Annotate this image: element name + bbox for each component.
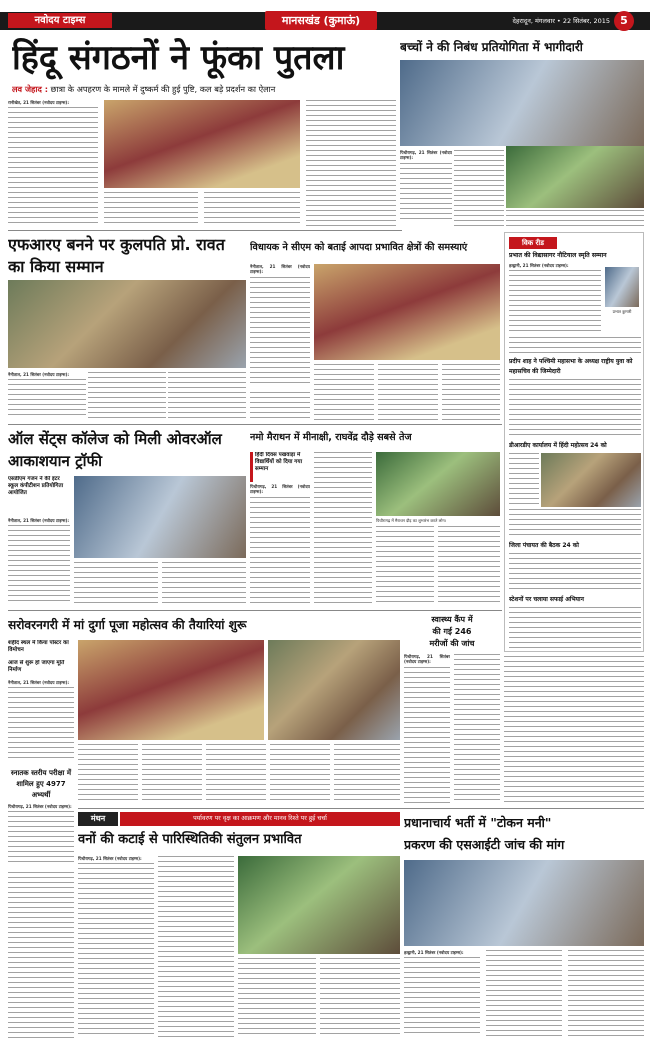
- story-body-col2: [158, 856, 234, 1038]
- tree-cutting-photo: [238, 856, 400, 954]
- story-fra-professor: [8, 234, 246, 420]
- box-body4: [509, 453, 539, 507]
- author-photo: [605, 267, 639, 307]
- manthan-kicker: पर्यावरण पर वृक्ष का आक्रमण और मानव रिश्ते पर हुई चर्चा: [120, 812, 400, 826]
- story-body-col2: [314, 452, 372, 606]
- idol-photo: [268, 640, 400, 740]
- story-headline-b: प्रकरण की एसआईटी जांच की मांग: [404, 837, 565, 852]
- story-body-col1: हल्द्वानी, 21 सितंबर (नवोदय टाइम्स):: [404, 950, 480, 1038]
- story-body-col3: [162, 562, 246, 606]
- story-body-col3: [568, 950, 644, 1038]
- story-kicker1: शहीद स्थल में किया पोस्टर का विमोचन: [8, 640, 69, 653]
- story-body-col3: [238, 958, 316, 1038]
- box-subhead1: प्रदीप शाह ने पश्चिमी महासभा के अध्यक्ष राष्ट्रीय युवा को महासचिव की जिम्मेदारी: [509, 358, 633, 375]
- section-label: मानसखंड (कुमाऊं): [265, 11, 377, 30]
- story-headline: स्नातक स्तरीय परीक्षा में शामिल हुए 4977 अभ्यर्थी: [10, 769, 72, 799]
- story-body-col4: [378, 364, 438, 420]
- story-headline-a: प्रधानाचार्य भर्ती में "टोकन मनी": [404, 815, 552, 830]
- box-subhead4: स्टेशनों पर चलाया सफाई अभियान: [509, 596, 584, 603]
- banner-photo: [506, 146, 644, 208]
- box-body3: [509, 379, 641, 439]
- cm-meeting-photo: [314, 264, 500, 360]
- story-body-col6: [334, 744, 400, 804]
- story-headline: सरोवरनगरी में मां दुर्गा पूजा महोत्सव की तैयारियां शुरू: [8, 618, 247, 632]
- story-body-col2: [88, 372, 166, 420]
- story-headline: ऑल सेंट्स कॉलेज को मिली ओवरऑल आकाशयान ट्रॉफी: [8, 430, 222, 470]
- story-token-money: [404, 812, 644, 1038]
- subhead-tag: लव जेहाद :: [12, 84, 48, 94]
- box-body2: [509, 337, 641, 355]
- poster-release-photo: [78, 640, 264, 740]
- story-body-col1: पिथौरागढ़, 21 सितंबर (नवोदय टाइम्स):: [250, 484, 310, 606]
- box-body2: [454, 654, 500, 804]
- story-body-col2: [74, 562, 158, 606]
- story-mla-cm: [250, 234, 500, 420]
- box-photo: [541, 453, 641, 507]
- story-body-col4: [206, 744, 266, 804]
- story-essay-competition: [400, 36, 644, 226]
- story-graduate-exam: [8, 768, 74, 868]
- box-headline-c: मरीजों की जांच: [429, 639, 475, 648]
- box-subhead3: जिला पंचायत की बैठक 24 को: [509, 542, 579, 549]
- box-body: पिथौरागढ़, 21 सितंबर (नवोदय टाइम्स):: [404, 654, 450, 804]
- story-kicker: हिंदी दिवस पखवाड़ा में विद्यार्थियों को दिया गया सम्मान: [250, 452, 310, 482]
- box-headline-b: की गई 246: [432, 627, 472, 636]
- story-body-col5: [270, 744, 330, 804]
- story-body-col3: [168, 372, 246, 420]
- story-body-col4: [438, 526, 500, 606]
- story-body-col2: [250, 392, 310, 420]
- date-line: देहरादून, मंगलवार • 22 सितंबर, 2015: [512, 17, 610, 25]
- story-body: पिथौरागढ़, 21 सितंबर (नवोदय टाइम्स):: [8, 804, 74, 868]
- story-manthan-forest: [78, 812, 400, 1038]
- trophy-photo: [74, 476, 246, 558]
- story-kicker: एसडीएम गंजन ने की इंटर स्कूल कंपीटीशन प्रतियोगिता आयोजित: [8, 476, 64, 496]
- box-body7: [509, 607, 641, 649]
- story-body-col3: [142, 744, 202, 804]
- story-body-col1: नैनीताल, 21 सितंबर (नवोदय टाइम्स):: [250, 264, 310, 390]
- paper-logo: नवोदय टाइम्स: [8, 13, 112, 28]
- story-namo-marathon: [250, 428, 500, 606]
- story-body-col2: [454, 150, 504, 226]
- story-body-col2: [78, 744, 138, 804]
- story-body-col1: रानीखेत, 21 सितंबर (नवोदय टाइम्स):: [8, 100, 98, 226]
- box-tag: विक रीड: [509, 237, 557, 249]
- story-body-col1: नैनीताल, 21 सितंबर (नवोदय टाइम्स):: [8, 680, 74, 764]
- box-headline-a: स्वास्थ्य कैंप में: [431, 615, 473, 624]
- story-body-col3: [506, 210, 644, 226]
- story-headline: एफआरए बनने पर कुलपति प्रो. रावत का किया सम्मान: [8, 235, 225, 276]
- story-body-col2: [104, 192, 198, 226]
- story-kicker2: आज से शुरू हो जाएगा मूर्ति निर्माण: [8, 660, 65, 673]
- story-headline: विधायक ने सीएम को बताई आपदा प्रभावित क्षेत्रों की समस्याएं: [250, 242, 468, 253]
- story-body-col5: [442, 364, 500, 420]
- story-hindu-sangathan: [8, 36, 396, 226]
- story-body-col4: [320, 958, 400, 1038]
- story-body-col1: पिथौरागढ़, 21 सितंबर (नवोदय टाइम्स):: [78, 856, 154, 1038]
- box-body5: [509, 509, 641, 539]
- story-headline: नमो मैराथन में मीनाक्षी, राघवेंद्र दौड़े सबसे तेज: [250, 432, 412, 443]
- story-body-col3: [314, 364, 374, 420]
- felicitation-photo: [8, 280, 246, 368]
- story-body-col3: [376, 526, 434, 606]
- story-body-col1: पिथौरागढ़, 21 सितंबर (नवोदय टाइम्स):: [400, 150, 452, 226]
- story-body-col1: नैनीताल, 21 सितंबर (नवोदय टाइम्स):: [8, 372, 86, 420]
- manthan-tag: मंथन: [78, 812, 118, 826]
- marathon-photo: [376, 452, 500, 516]
- story-all-saints-trophy: [8, 428, 246, 606]
- story-body-col4: [306, 100, 396, 226]
- box-body1: हल्द्वानी, 21 सितंबर (नवोदय टाइम्स):: [509, 263, 601, 335]
- story-body-col2: [486, 950, 562, 1038]
- masthead: [0, 0, 650, 34]
- story-headline: वनों की कटाई से पारिस्थितिकी संतुलन प्रभावित: [78, 832, 302, 847]
- story-headline: बच्चों ने की निबंध प्रतियोगिता में भागीदारी: [400, 40, 583, 54]
- effigy-photo: [104, 100, 300, 188]
- photo-caption: पिथौरागढ़ में मैराथन दौड़ का शुभारंभ करते लोग।: [376, 518, 447, 523]
- side-column-bottom: [8, 872, 74, 1038]
- week-read-box: [504, 232, 644, 652]
- box-headline: प्रभात की विद्यासागर नौटियाल स्मृति सम्मान: [509, 252, 607, 259]
- story-subhead: [12, 82, 396, 96]
- page-number: 5: [614, 11, 634, 31]
- box-body6: [509, 553, 641, 593]
- story-body-col1: नैनीताल, 21 सितंबर (नवोदय टाइम्स):: [8, 518, 70, 606]
- students-photo: [400, 60, 644, 146]
- box-subhead2: डीआरडीए कार्यालय में हिंदी महोत्सव 24 को: [509, 442, 607, 449]
- sit-photo: [404, 860, 644, 946]
- health-camp-box: [404, 614, 500, 804]
- subhead-text: छात्रा के अपहरण के मामले में दुष्कर्म की हुई पुष्टि, कल बड़े प्रदर्शन का ऐलान: [50, 84, 276, 94]
- story-headline: हिंदू संगठनों ने फूंका पुतला: [12, 38, 345, 78]
- author-caption: प्रभात कुमारी: [612, 309, 632, 314]
- week-box-continued: [504, 656, 644, 804]
- story-body-col3: [204, 192, 300, 226]
